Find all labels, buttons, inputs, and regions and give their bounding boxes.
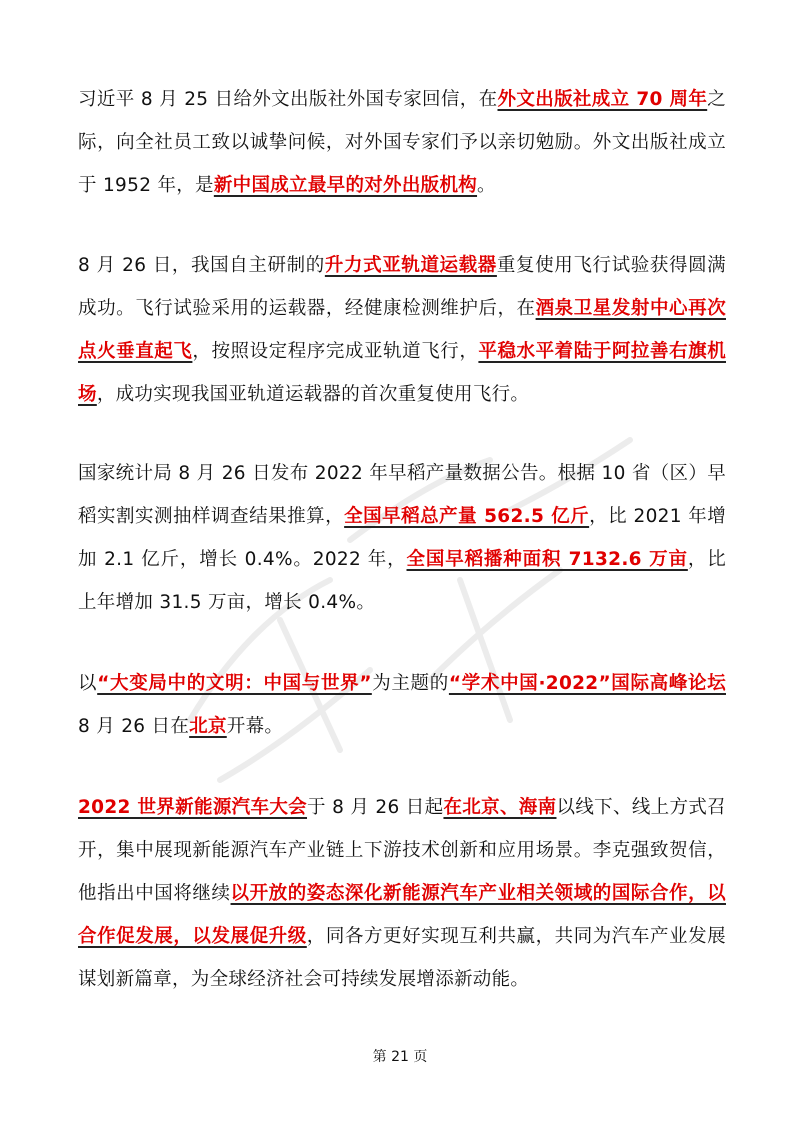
paragraph-4 [78, 662, 726, 748]
text-run: 。 [477, 175, 496, 196]
highlighted-phrase: 新中国成立最早的对外出版机构 [213, 175, 478, 196]
text-run: ，同各方更好实现互利共赢，共同为汽车产业发展谋划新篇章，为全球经济社会可持续发展增添新动能。 [78, 926, 726, 990]
text-run: 重复使用飞行试验获得圆满成功。飞行试验采用的运载器，经健康检测维护后，在 [78, 255, 726, 319]
text-run: 以线下、线上方式召开，集中展现新能源汽车产业链上下游技术创新和应用场景。李克强致贺信，他指出中国将继续 [78, 797, 726, 904]
text-run: 开幕。 [226, 716, 284, 737]
highlighted-phrase: 平稳水平着陆于阿拉善右旗机场 [78, 341, 726, 405]
paragraph-5 [78, 786, 726, 1001]
highlighted-phrase: 以开放的姿态深化新能源汽车产业相关领域的国际合作，以合作促发展，以发展促升级 [78, 883, 726, 947]
highlighted-phrase: 外文出版社成立 70 周年 [497, 89, 708, 110]
text-run: 为主题的 [371, 673, 449, 694]
paragraph-3 [78, 452, 726, 624]
text-run: ，比 2021 年增加 2.1 亿斤，增长 0.4%。2022 年， [78, 506, 727, 570]
highlighted-phrase: 全国早稻播种面积 7132.6 万亩 [406, 549, 688, 570]
paragraph-2 [78, 244, 726, 416]
highlighted-phrase: 酒泉卫星发射中心再次点火垂直起飞 [78, 298, 726, 362]
highlighted-phrase: 在北京、海南 [443, 797, 557, 818]
highlighted-phrase: 升力式亚轨道运载器 [324, 255, 497, 276]
text-run: 8 月 26 日在 [78, 716, 190, 737]
text-run: 以 [78, 673, 98, 694]
highlighted-phrase: “学术中国·2022”国际高峰论坛 [448, 673, 726, 694]
highlighted-phrase: “大变局中的文明：中国与世界” [97, 673, 372, 694]
text-run: 于 8 月 26 日起 [307, 797, 444, 818]
highlighted-phrase: 北京 [189, 716, 227, 737]
text-run: 之际，向全社员工致以诚挚问候，对外国专家们予以亲切勉励。外文出版社成立于 1952 年，是 [78, 89, 726, 196]
text-run: ，比上年增加 31.5 万亩，增长 0.4%。 [78, 549, 726, 613]
highlighted-phrase: 全国早稻总产量 562.5 亿斤 [344, 506, 590, 527]
text-run: 国家统计局 8 月 26 日发布 2022 年早稻产量数据公告。根据 10 省（区）早稻实割实测抽样调查结果推算， [78, 463, 726, 527]
highlighted-phrase: 2022 世界新能源汽车大会 [78, 797, 308, 818]
text-run: 8 月 26 日，我国自主研制的 [78, 255, 325, 276]
page-number: 第 21 页 [372, 1049, 428, 1065]
paragraph-1 [78, 78, 726, 207]
text-run: ，按照设定程序完成亚轨道飞行， [192, 341, 479, 362]
text-run: ，成功实现我国亚轨道运载器的首次重复使用飞行。 [96, 384, 530, 405]
text-run: 习近平 8 月 25 日给外文出版社外国专家回信，在 [78, 89, 498, 110]
